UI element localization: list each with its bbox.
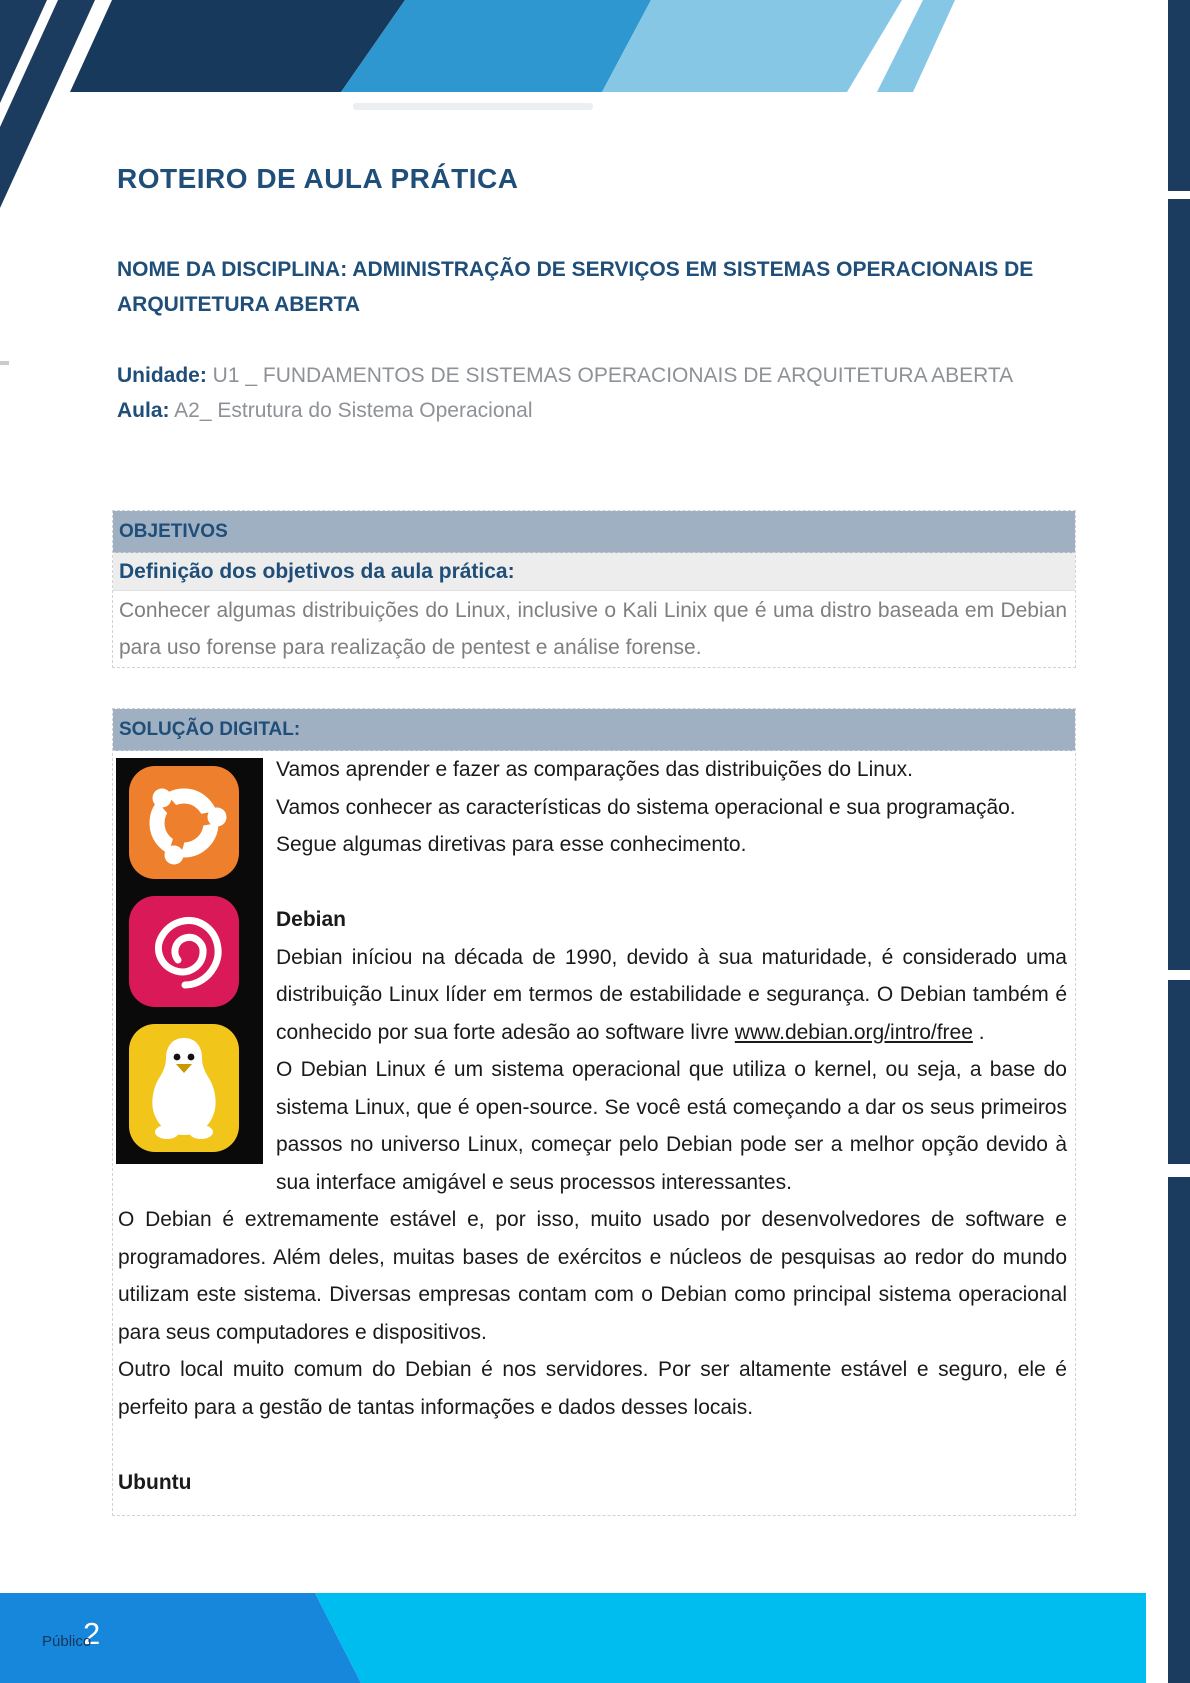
- objetivos-body-text: Conhecer algumas distribuições do Linux, inclusive o Kali Linix que é uma distro baseada em Debian para uso forense para realização de pentest e análise forense.: [119, 599, 1067, 659]
- classification-label: Público: [42, 1633, 92, 1650]
- debian-free-link[interactable]: www.debian.org/intro/free: [734, 1020, 973, 1044]
- right-margin-bar-segment: [1168, 199, 1190, 970]
- solucao-header-label: SOLUÇÃO DIGITAL:: [119, 718, 301, 740]
- right-margin-bar-segment: [1168, 0, 1190, 191]
- debian-logo-icon: [129, 896, 239, 1007]
- debian-p1-text: Debian iníciou na década de 1990, devido à sua maturidade, é considerado uma distribuição Linux líder em termos de estabilidade e segurança. O Debian também é conhecido por sua forte adesão ao software livre: [276, 945, 1067, 1044]
- page-number: 2: [83, 1616, 101, 1651]
- aula-line: [117, 399, 533, 423]
- unidade-line: [117, 364, 1013, 388]
- ubuntu-heading: Ubuntu: [118, 1470, 192, 1494]
- solucao-content: [113, 751, 1075, 1516]
- objetivos-subheader-row: [113, 553, 1075, 591]
- header-stripes-decoration: [0, 0, 1190, 230]
- aula-label: Aula:: [117, 399, 170, 422]
- page-title: ROTEIRO DE AULA PRÁTICA: [117, 163, 519, 194]
- objetivos-header-label: OBJETIVOS: [119, 520, 228, 542]
- debian-heading: Debian: [276, 908, 347, 931]
- ubuntu-logo-icon: [129, 766, 239, 879]
- header-shadow-smudge: [353, 103, 593, 110]
- intro-line: Segue algumas diretivas para esse conhecimento.: [276, 833, 747, 856]
- solucao-header-bar: [113, 709, 1075, 751]
- discipline-name: NOME DA DISCIPLINA: ADMINISTRAÇÃO DE SERVIÇOS EM SISTEMAS OPERACIONAIS DE ARQUITETURA ABERTA: [117, 258, 1034, 316]
- debian-paragraph-3: O Debian é extremamente estável e, por isso, muito usado por desenvolvedores de software e programadores. Além deles, muitas bases de exércitos e núcleos de pesquisas ao redor do mundo utilizam este sistema. Diversas empresas contam com o Debian como principal sistema operacional para seus computadores e dispositivos.: [118, 1208, 1067, 1344]
- solucao-digital-section: [112, 708, 1076, 1516]
- right-margin-bar-segment: [1168, 980, 1190, 1164]
- tux-penguin-icon: [129, 1024, 239, 1152]
- linux-distros-image: [116, 758, 263, 1164]
- footer-stripes-decoration: [0, 1593, 1190, 1683]
- debian-paragraph-4: Outro local muito comum do Debian é nos servidores. Por ser altamente estável e seguro, ele é perfeito para a gestão de tantas informações e dados desses locais.: [118, 1358, 1067, 1419]
- intro-line: Vamos aprender e fazer as comparações das distribuições do Linux.: [276, 758, 913, 781]
- unidade-value: U1 _ FUNDAMENTOS DE SISTEMAS OPERACIONAIS DE ARQUITETURA ABERTA: [206, 364, 1014, 387]
- aula-value: A2_ Estrutura do Sistema Operacional: [169, 399, 533, 422]
- objetivos-header-bar: [113, 511, 1075, 553]
- intro-line: Vamos conhecer as características do sistema operacional e sua programação.: [276, 795, 1016, 819]
- objetivos-subheader-label: Definição dos objetivos da aula prática:: [119, 559, 515, 583]
- left-edge-artifact: [0, 361, 9, 365]
- objetivos-section: [112, 510, 1076, 668]
- debian-paragraph-2: O Debian Linux é um sistema operacional que utiliza o kernel, ou seja, a base do sistema Linux, que é open-source. Se você está começando a dar os seus primeiros passos no universo Linux, começar pelo Debian pode ser a melhor opção devido à sua interface amigável e seus processos interessantes.: [276, 1058, 1067, 1194]
- unidade-label: Unidade:: [117, 364, 207, 387]
- debian-p1-period: .: [972, 1020, 985, 1044]
